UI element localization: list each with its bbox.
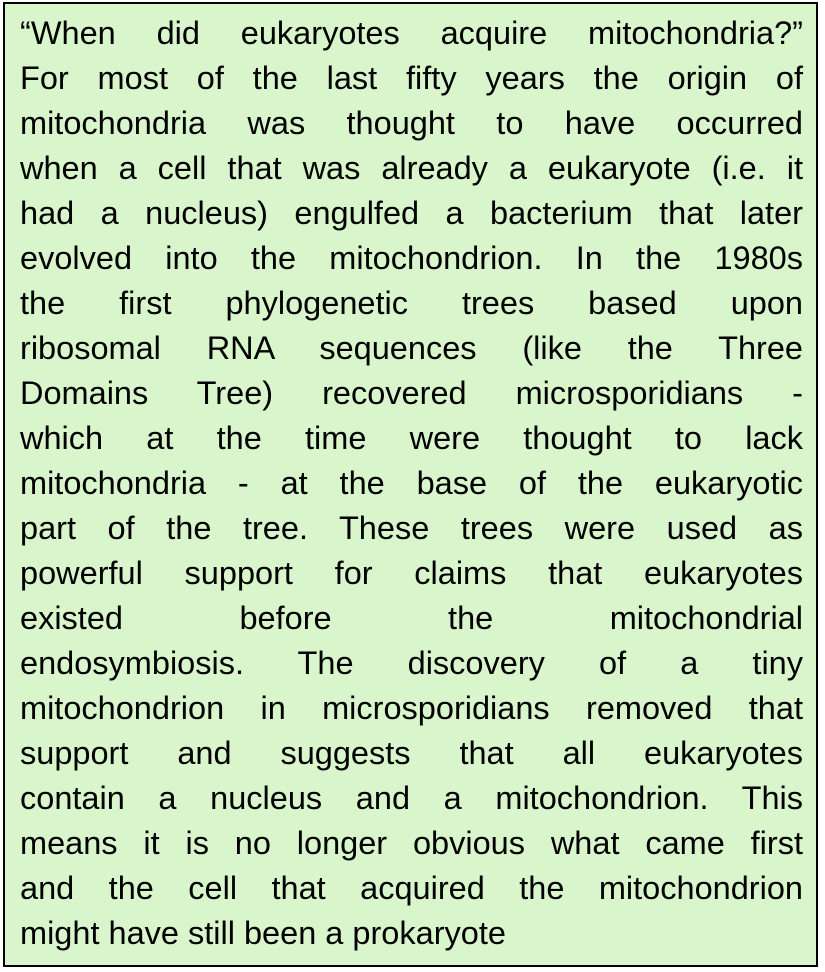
passage-line-3: mitochondria was thought to have occurred <box>20 105 803 141</box>
passage-line-20: and the cell that acquired the mitochondrion <box>20 870 803 906</box>
passage-line-9: Domains Tree) recovered microsporidians - <box>20 375 803 411</box>
passage-line-17: support and suggests that all eukaryotes <box>20 735 803 771</box>
passage-line-8: ribosomal RNA sequences (like the Three <box>20 330 803 366</box>
passage-line-4: when a cell that was already a eukaryote (i.e. it <box>20 150 803 186</box>
passage-line-11: mitochondria - at the base of the eukaryotic <box>20 465 803 501</box>
passage-line-18: contain a nucleus and a mitochondrion. This <box>20 780 803 816</box>
passage-line-13: powerful support for claims that eukaryotes <box>20 555 803 591</box>
passage-line-19: means it is no longer obvious what came first <box>20 825 803 861</box>
text-panel <box>3 2 818 967</box>
passage-line-12: part of the tree. These trees were used as <box>20 510 803 546</box>
passage-line-5: had a nucleus) engulfed a bacterium that later <box>20 195 803 231</box>
passage-line-15: endosymbiosis. The discovery of a tiny <box>20 645 803 681</box>
passage-line-6: evolved into the mitochondrion. In the 1980s <box>20 240 803 276</box>
passage-line-2: For most of the last fifty years the origin of <box>20 60 803 96</box>
passage-line-10: which at the time were thought to lack <box>20 420 803 456</box>
passage-line-7: the first phylogenetic trees based upon <box>20 285 803 321</box>
passage-line-1: “When did eukaryotes acquire mitochondria?” <box>20 15 803 51</box>
passage-line-21: might have still been a prokaryote <box>20 915 506 951</box>
passage-line-14: existed before the mitochondrial <box>20 600 803 636</box>
passage-line-16: mitochondrion in microsporidians removed that <box>20 690 803 726</box>
